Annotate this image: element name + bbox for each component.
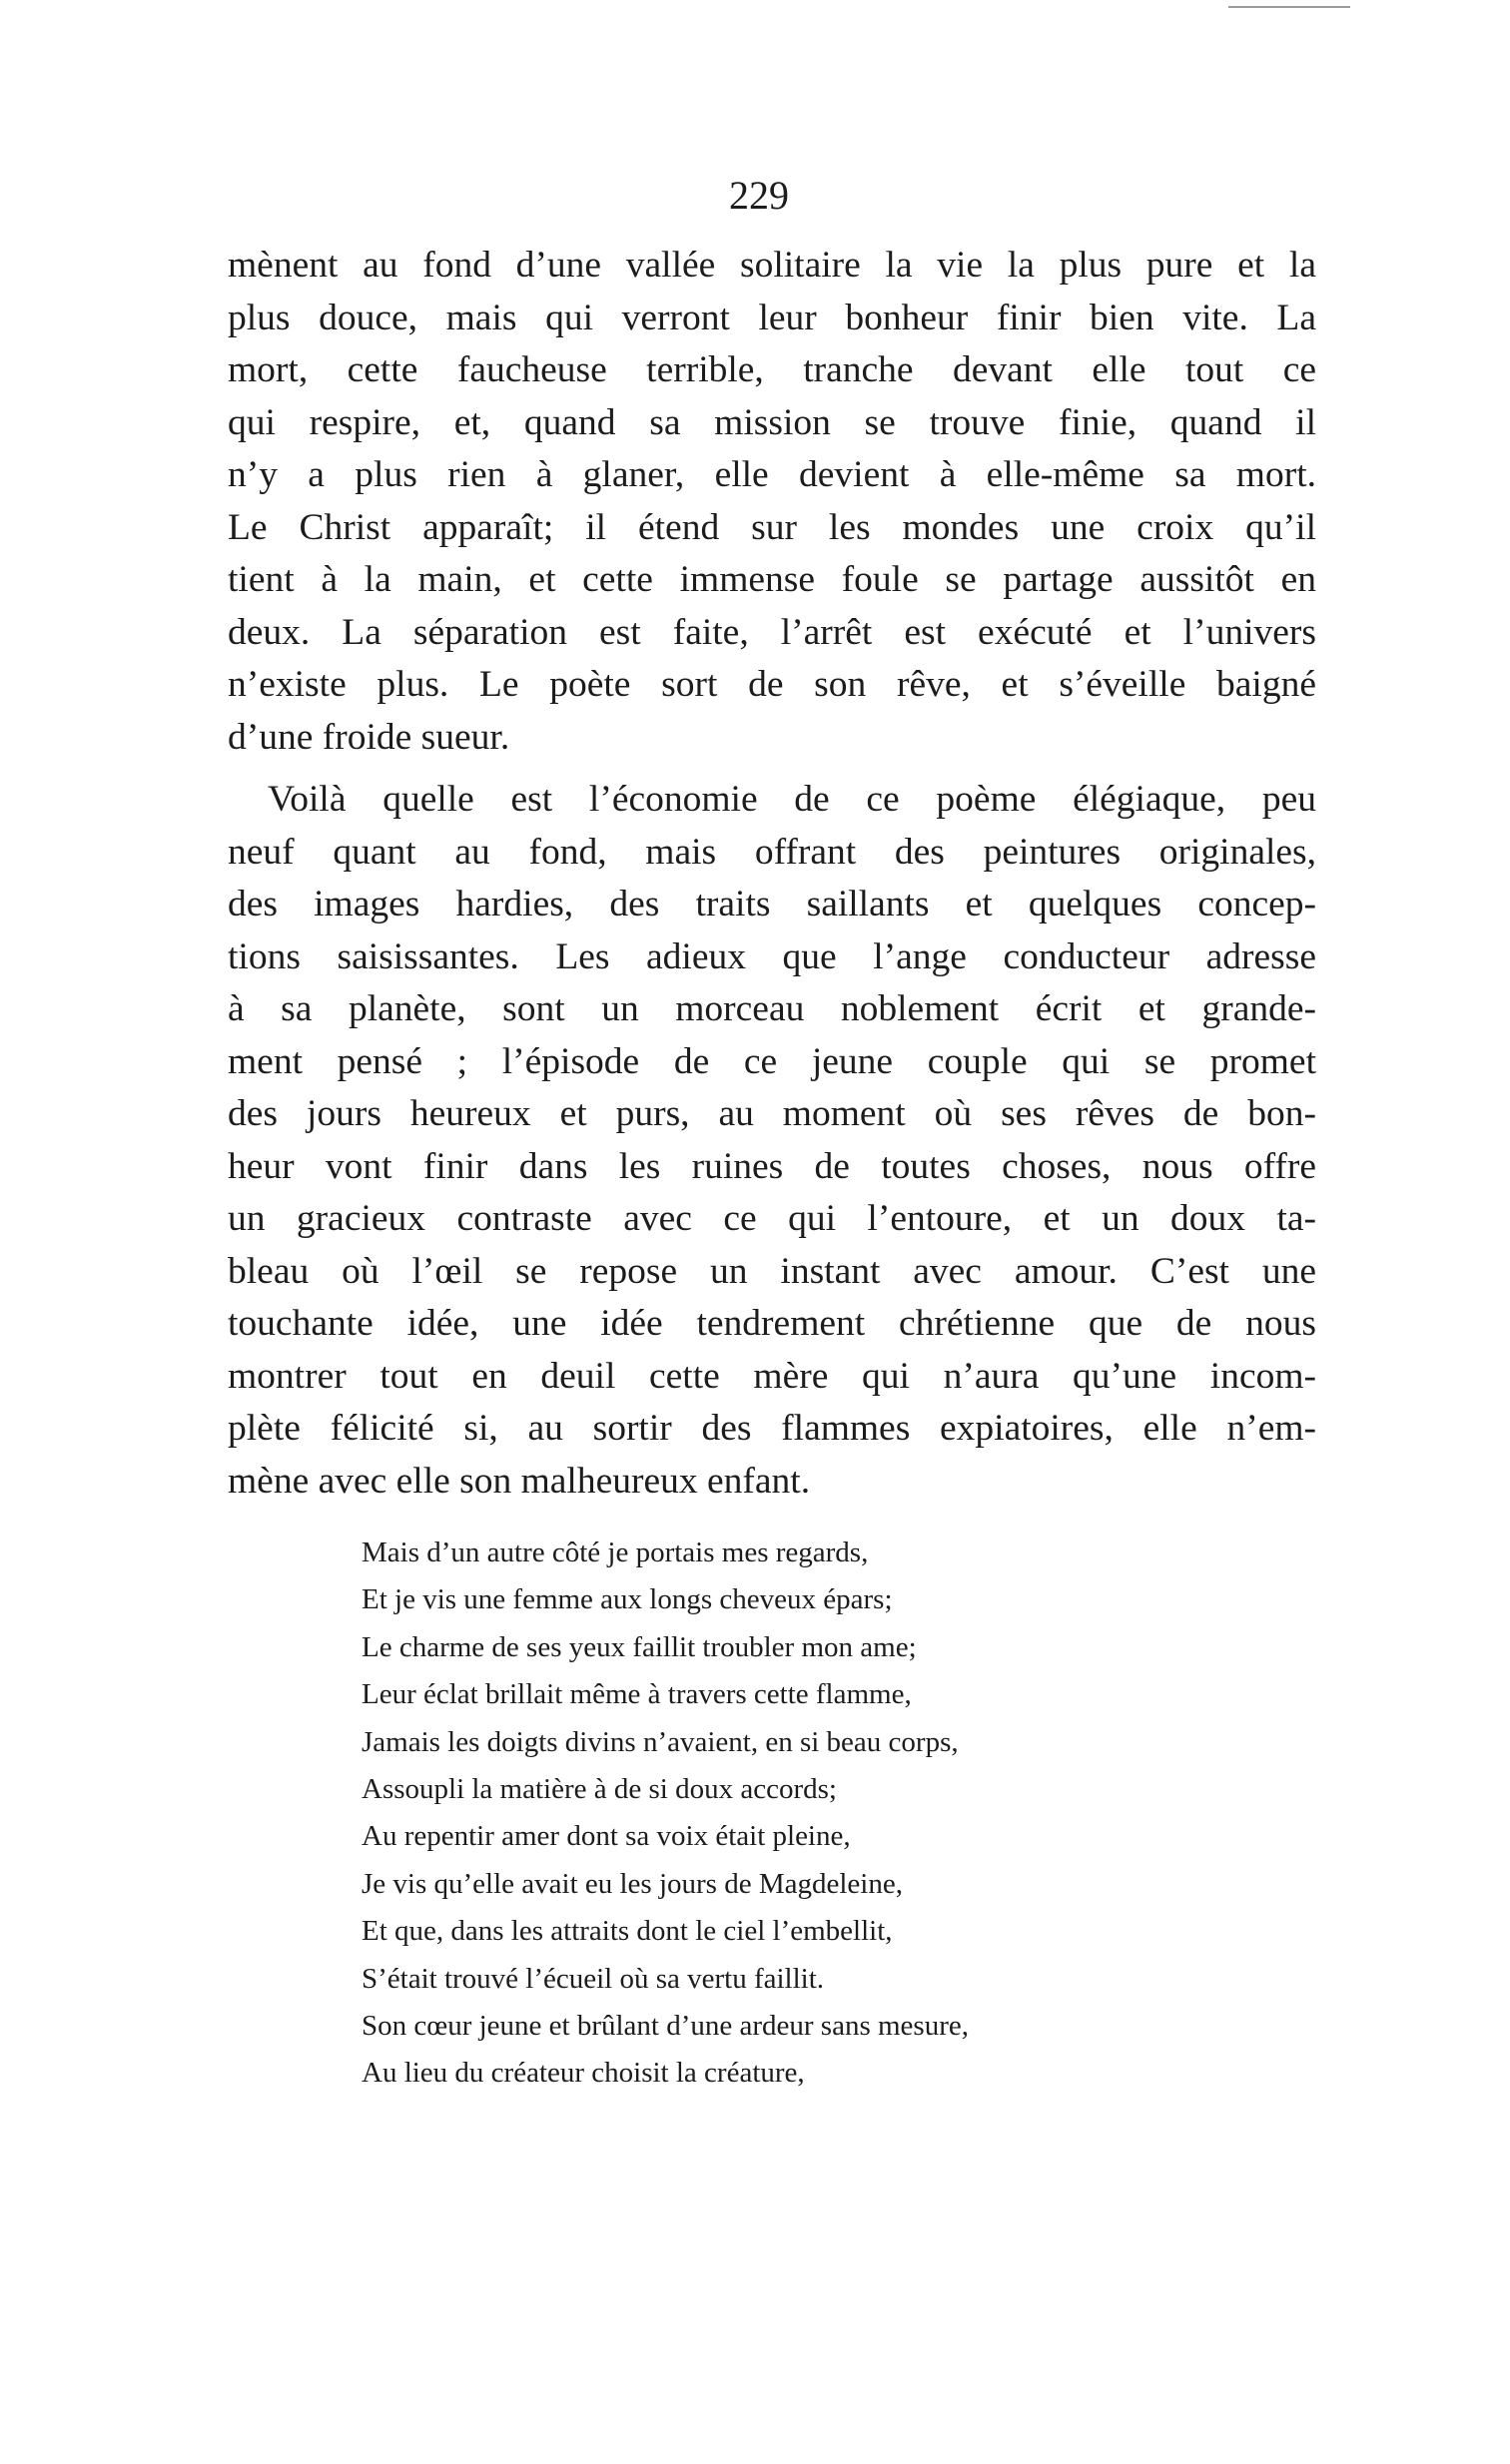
text-line: bleau où l’œil se repose un instant avec amour. C’est une (228, 1250, 1316, 1292)
text-line: mènent au fond d’une vallée solitaire la vie la plus pure et la (228, 245, 1316, 286)
text-line: montrer tout en deuil cette mère qui n’aura qu’une incom- (228, 1355, 1316, 1397)
text-line: plus douce, mais qui verront leur bonheur finir bien vite. La (228, 297, 1316, 338)
text-line: Voilà quelle est l’économie de ce poème élégiaque, peu (268, 779, 1316, 820)
text-line: des images hardies, des traits saillants et quelques concep- (228, 884, 1316, 924)
top-edge-rule (1228, 6, 1350, 8)
verse-quotation (362, 1530, 1180, 2098)
text-line: Le Christ apparaît; il étend sur les mondes une croix qu’il (228, 506, 1316, 548)
text-line: touchante idée, une idée tendrement chrétienne que de nous (228, 1303, 1316, 1344)
text-line: plète félicité si, au sortir des flammes expiatoires, elle n’em- (228, 1408, 1316, 1449)
verse-line: S’était trouvé l’écueil où sa vertu faillit. (362, 1962, 825, 1995)
paragraph-2 (228, 774, 1316, 1508)
text-line: n’existe plus. Le poète sort de son rêve, et s’éveille baigné (228, 664, 1316, 705)
verse-line: Assoupli la matière à de si doux accords; (362, 1773, 837, 1806)
text-line: tions saisissantes. Les adieux que l’ange conducteur adresse (228, 935, 1316, 977)
text-line: tient à la main, et cette immense foule se partage aussitôt en (228, 559, 1316, 600)
page-number: 229 (729, 173, 789, 218)
text-line: d’une froide sueur. (228, 716, 510, 758)
text-line: des jours heureux et purs, au moment où ses rêves de bon- (228, 1093, 1316, 1134)
verse-line: Au repentir amer dont sa voix était pleine, (362, 1820, 851, 1853)
verse-line: Mais d’un autre côté je portais mes regards, (362, 1537, 869, 1568)
verse-line: Et que, dans les attraits dont le ciel l’embellit, (362, 1915, 893, 1948)
verse-line: Jamais les doigts divins n’avaient, en si beau corps, (362, 1725, 959, 1758)
text-line: heur vont finir dans les ruines de toutes choses, nous offre (228, 1145, 1316, 1187)
verse-line: Et je vis une femme aux longs cheveux épars; (362, 1583, 893, 1616)
text-line: mène avec elle son malheureux enfant. (228, 1460, 811, 1502)
text-line: n’y a plus rien à glaner, elle devient à elle-même sa mort. (228, 454, 1316, 495)
text-line: un gracieux contraste avec ce qui l’entoure, et un doux ta- (228, 1198, 1316, 1239)
paragraph-1 (228, 240, 1316, 764)
text-line: qui respire, et, quand sa mission se trouve finie, quand il (228, 401, 1316, 443)
text-line: mort, cette faucheuse terrible, tranche devant elle tout ce (228, 349, 1316, 390)
verse-line: Leur éclat brillait même à travers cette flamme, (362, 1678, 912, 1711)
text-line: deux. La séparation est faite, l’arrêt est exécuté et l’univers (228, 611, 1316, 653)
verse-line: Au lieu du créateur choisit la créature, (362, 2057, 805, 2090)
text-line: ment pensé ; l’épisode de ce jeune couple qui se promet (228, 1040, 1316, 1082)
verse-line: Son cœur jeune et brûlant d’une ardeur sans mesure, (362, 2010, 969, 2043)
text-line: neuf quant au fond, mais offrant des peintures originales, (228, 831, 1316, 873)
verse-line: Le charme de ses yeux faillit troubler mon ame; (362, 1630, 917, 1663)
verse-line: Je vis qu’elle avait eu les jours de Magdeleine, (362, 1867, 903, 1900)
text-line: à sa planète, sont un morceau noblement écrit et grande- (228, 988, 1316, 1029)
